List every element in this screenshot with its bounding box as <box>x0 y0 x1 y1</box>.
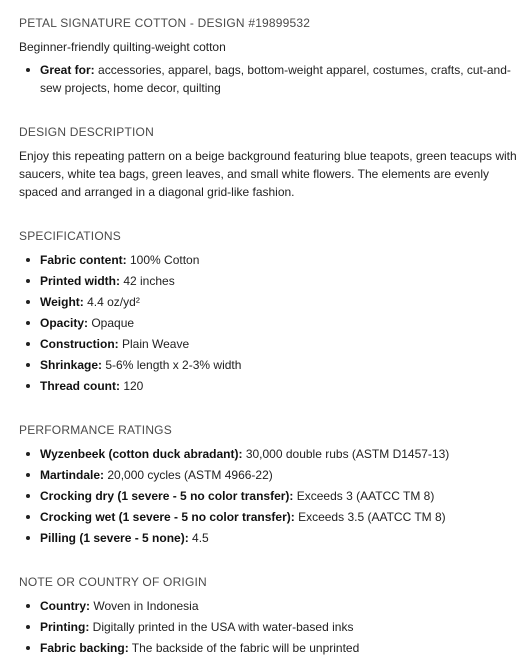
list-item <box>19 251 523 269</box>
specifications-list <box>19 251 523 395</box>
intro-section <box>19 14 523 97</box>
great-for-list <box>19 61 523 97</box>
design-description-heading: DESIGN DESCRIPTION <box>19 125 154 139</box>
list-item <box>19 293 523 311</box>
list-item <box>19 314 523 332</box>
item-label: Country: <box>40 599 90 613</box>
item-label: Martindale: <box>40 468 105 482</box>
item-label: Construction: <box>40 337 119 351</box>
item-label: Fabric backing: <box>40 641 129 655</box>
item-value: Exceeds 3.5 (AATCC TM 8) <box>294 510 446 524</box>
list-item <box>19 61 523 97</box>
performance-ratings-section <box>19 421 523 547</box>
item-value: 100% Cotton <box>126 253 200 267</box>
list-item <box>19 597 523 615</box>
item-label: Crocking dry (1 severe - 5 no color transfer): <box>40 489 294 503</box>
item-value: 120 <box>120 379 144 393</box>
list-item <box>19 335 523 353</box>
specifications-heading: SPECIFICATIONS <box>19 229 121 243</box>
origin-section <box>19 573 523 657</box>
list-item <box>19 466 523 484</box>
list-item <box>19 377 523 395</box>
product-subtitle: Beginner-friendly quilting-weight cotton <box>19 40 226 54</box>
item-label: Printing: <box>40 620 90 634</box>
item-label: Pilling (1 severe - 5 none): <box>40 531 189 545</box>
item-label: Crocking wet (1 severe - 5 no color transfer): <box>40 510 295 524</box>
item-value: 42 inches <box>120 274 175 288</box>
item-value: Plain Weave <box>118 337 190 351</box>
origin-list <box>19 597 523 657</box>
list-item <box>19 508 523 526</box>
design-description-text: Enjoy this repeating pattern on a beige background featuring blue teapots, green teacups with saucers, white tea bags, green leaves, and small white flowers. The elements are evenly spaced and arranged in a diagonal grid-like fashion. <box>19 149 517 199</box>
item-label: Printed width: <box>40 274 120 288</box>
performance-ratings-list <box>19 445 523 547</box>
item-label: Great for: <box>40 63 95 77</box>
list-item <box>19 618 523 636</box>
item-value: 4.4 oz/yd² <box>83 295 140 309</box>
item-label: Fabric content: <box>40 253 127 267</box>
item-value: 5-6% length x 2-3% width <box>102 358 242 372</box>
item-value: 4.5 <box>188 531 209 545</box>
list-item <box>19 487 523 505</box>
item-label: Weight: <box>40 295 84 309</box>
list-item <box>19 272 523 290</box>
item-label: Thread count: <box>40 379 120 393</box>
list-item <box>19 445 523 463</box>
list-item <box>19 356 523 374</box>
item-label: Opacity: <box>40 316 89 330</box>
item-value: 20,000 cycles (ASTM 4966-22) <box>104 468 273 482</box>
item-value: Exceeds 3 (AATCC TM 8) <box>293 489 435 503</box>
specifications-section <box>19 227 523 395</box>
item-value: The backside of the fabric will be unprinted <box>128 641 360 655</box>
item-value: Woven in Indonesia <box>90 599 199 613</box>
item-label: Shrinkage: <box>40 358 103 372</box>
origin-heading: NOTE OR COUNTRY OF ORIGIN <box>19 575 207 589</box>
item-value: 30,000 double rubs (ASTM D1457-13) <box>242 447 450 461</box>
design-description-section <box>19 123 523 201</box>
product-title: PETAL SIGNATURE COTTON - DESIGN #19899532 <box>19 16 311 30</box>
item-label: Wyzenbeek (cotton duck abradant): <box>40 447 243 461</box>
list-item <box>19 529 523 547</box>
list-item <box>19 639 523 657</box>
item-value: accessories, apparel, bags, bottom-weight apparel, costumes, crafts, cut-and-sew projects, home decor, quilting <box>40 63 511 95</box>
performance-ratings-heading: PERFORMANCE RATINGS <box>19 423 172 437</box>
item-value: Digitally printed in the USA with water-based inks <box>89 620 354 634</box>
item-value: Opaque <box>88 316 135 330</box>
